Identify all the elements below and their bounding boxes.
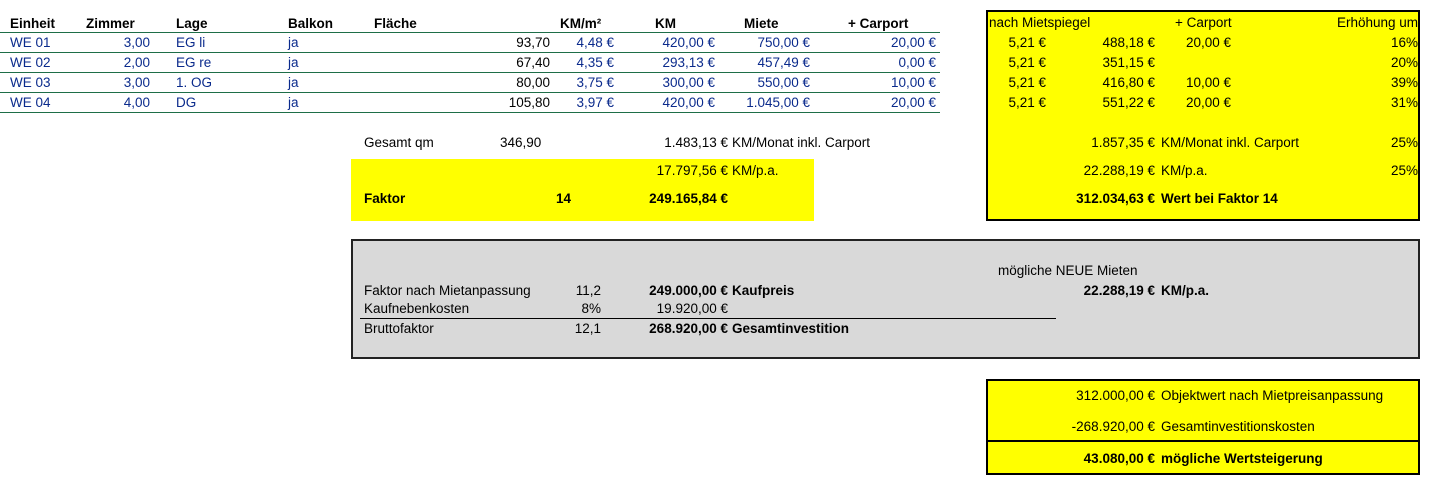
table-row-divider [0,92,940,93]
header-balkon: Balkon [288,16,334,31]
investition-label: Gesamtinvestitionskosten [1161,419,1315,434]
neue-mieten-unit: KM/p.a. [1161,283,1210,298]
cell-einheit[interactable]: WE 01 [10,35,51,50]
gesamt-qm-value[interactable]: 346,90 [500,135,542,150]
qm-preis-cell[interactable]: 5,21 € [1008,35,1046,50]
erhoehung-cell[interactable]: 20% [1390,55,1418,70]
cell-km-m2[interactable]: 4,48 € [576,35,614,50]
cell-km-m2[interactable]: 3,75 € [576,75,614,90]
cell-carport[interactable]: 10,00 € [890,75,936,90]
cell-miete[interactable]: 550,00 € [757,75,810,90]
wert-faktor-value[interactable]: 312.034,63 € [1076,191,1155,206]
cell-balkon[interactable]: ja [288,35,299,50]
cell-miete[interactable]: 750,00 € [757,35,810,50]
header-carport: + Carport [848,16,909,31]
cell-carport[interactable]: 0,00 € [898,55,936,70]
km-pa-label: KM/p.a. [732,163,779,178]
km-monat-label: KM/Monat inkl. Carport [732,135,871,150]
cell-zimmer[interactable]: 3,00 [123,75,150,90]
header-zimmer: Zimmer [86,16,135,31]
header-km-m2: KM/m² [560,16,602,31]
mietspiegel-carport-header: + Carport [1175,15,1232,30]
cell-miete[interactable]: 457,49 € [757,55,810,70]
cell-einheit[interactable]: WE 02 [10,55,51,70]
cell-flaeche[interactable]: 105,80 [508,95,550,110]
cell-miete[interactable]: 1.045,00 € [746,95,810,110]
table-row-divider [0,52,940,53]
qm-preis-cell[interactable]: 5,21 € [1008,95,1046,110]
wert-faktor-label: Wert bei Faktor 14 [1161,191,1278,206]
table-row-divider [0,112,940,113]
erhoehung-header: Erhöhung um [1336,15,1418,30]
neue-miete-cell[interactable]: 551,22 € [1102,95,1155,110]
finance-row-label: Bruttofaktor [364,321,434,336]
header-km: KM [655,16,676,31]
finance-panel [351,239,1420,359]
cell-km-m2[interactable]: 4,35 € [576,55,614,70]
cell-lage[interactable]: 1. OG [176,75,213,90]
cell-flaeche[interactable]: 67,40 [516,55,550,70]
objektwert-value[interactable]: 312.000,00 € [1076,388,1155,403]
cell-km[interactable]: 420,00 € [662,35,715,50]
neue-km-monat-value[interactable]: 1.857,35 € [1091,135,1155,150]
cell-km[interactable]: 420,00 € [662,95,715,110]
cell-balkon[interactable]: ja [288,55,299,70]
erhoehung-cell[interactable]: 39% [1390,75,1418,90]
finance-row-amount[interactable]: 268.920,00 € [649,321,728,336]
qm-preis-cell[interactable]: 5,21 € [1008,55,1046,70]
header-flaeche: Fläche [374,16,417,31]
finance-row-amount[interactable]: 249.000,00 € [649,283,728,298]
finance-row-factor[interactable]: 8% [581,301,601,316]
neue-miete-cell[interactable]: 488,18 € [1102,35,1155,50]
wertsteigerung-value[interactable]: 43.080,00 € [1083,451,1155,466]
km-pa-value[interactable]: 17.797,56 € [656,163,728,178]
cell-zimmer[interactable]: 3,00 [123,35,150,50]
objektwert-label: Objektwert nach Mietpreisanpassung [1161,388,1384,403]
cell-einheit[interactable]: WE 04 [10,95,51,110]
cell-balkon[interactable]: ja [288,75,299,90]
neue-miete-cell[interactable]: 351,15 € [1102,55,1155,70]
cell-carport[interactable]: 20,00 € [890,35,936,50]
carport-cell[interactable]: 20,00 € [1186,95,1232,110]
wertsteigerung-label: mögliche Wertsteigerung [1161,451,1323,466]
faktor-value[interactable]: 14 [555,191,571,206]
cell-carport[interactable]: 20,00 € [890,95,936,110]
faktor-label: Faktor [364,191,406,206]
neue-km-pa-value[interactable]: 22.288,19 € [1083,163,1155,178]
finance-row-amount[interactable]: 19.920,00 € [656,301,728,316]
finance-row-desc: Kaufpreis [732,283,795,298]
neue-mieten-value[interactable]: 22.288,19 € [1083,283,1155,298]
neue-miete-cell[interactable]: 416,80 € [1102,75,1155,90]
qm-preis-cell[interactable]: 5,21 € [1008,75,1046,90]
carport-cell[interactable]: 20,00 € [1186,35,1232,50]
table-row-divider [0,72,940,73]
gesamt-qm-label: Gesamt qm [364,135,434,150]
finance-row-label: Kaufnebenkosten [364,301,470,316]
erhoehung-cell[interactable]: 31% [1390,95,1418,110]
cell-km[interactable]: 300,00 € [662,75,715,90]
km-monat-value[interactable]: 1.483,13 € [664,135,728,150]
cell-km[interactable]: 293,13 € [662,55,715,70]
neue-km-pa-pct[interactable]: 25% [1390,163,1418,178]
cell-km-m2[interactable]: 3,97 € [576,95,614,110]
header-miete: Miete [744,16,779,31]
cell-lage[interactable]: DG [176,95,197,110]
investition-value[interactable]: -268.920,00 € [1071,419,1155,434]
neue-mieten-label: mögliche NEUE Mieten [998,263,1138,278]
finance-row-label: Faktor nach Mietanpassung [364,283,531,298]
cell-zimmer[interactable]: 4,00 [123,95,150,110]
neue-km-pa-label: KM/p.a. [1161,163,1208,178]
cell-flaeche[interactable]: 80,00 [516,75,550,90]
finance-row-factor[interactable]: 11,2 [575,283,601,298]
cell-flaeche[interactable]: 93,70 [516,35,550,50]
finance-row-factor[interactable]: 12,1 [574,321,601,336]
table-row-divider [0,32,940,33]
header-lage: Lage [176,16,208,31]
cell-lage[interactable]: EG li [176,35,206,50]
mietspiegel-header: nach Mietspiegel [989,15,1091,30]
sum-divider [360,318,1056,319]
neue-km-monat-label: KM/Monat inkl. Carport [1161,135,1300,150]
carport-cell[interactable]: 10,00 € [1186,75,1232,90]
erhoehung-cell[interactable]: 16% [1390,35,1418,50]
cell-einheit[interactable]: WE 03 [10,75,51,90]
cell-zimmer[interactable]: 2,00 [123,55,150,70]
finance-row-desc: Gesamtinvestition [732,321,850,336]
neue-km-monat-pct[interactable]: 25% [1390,135,1418,150]
header-einheit: Einheit [10,16,56,31]
faktor-wert[interactable]: 249.165,84 € [649,191,728,206]
cell-lage[interactable]: EG re [176,55,212,70]
wert-divider [986,440,1420,442]
cell-balkon[interactable]: ja [288,95,299,110]
